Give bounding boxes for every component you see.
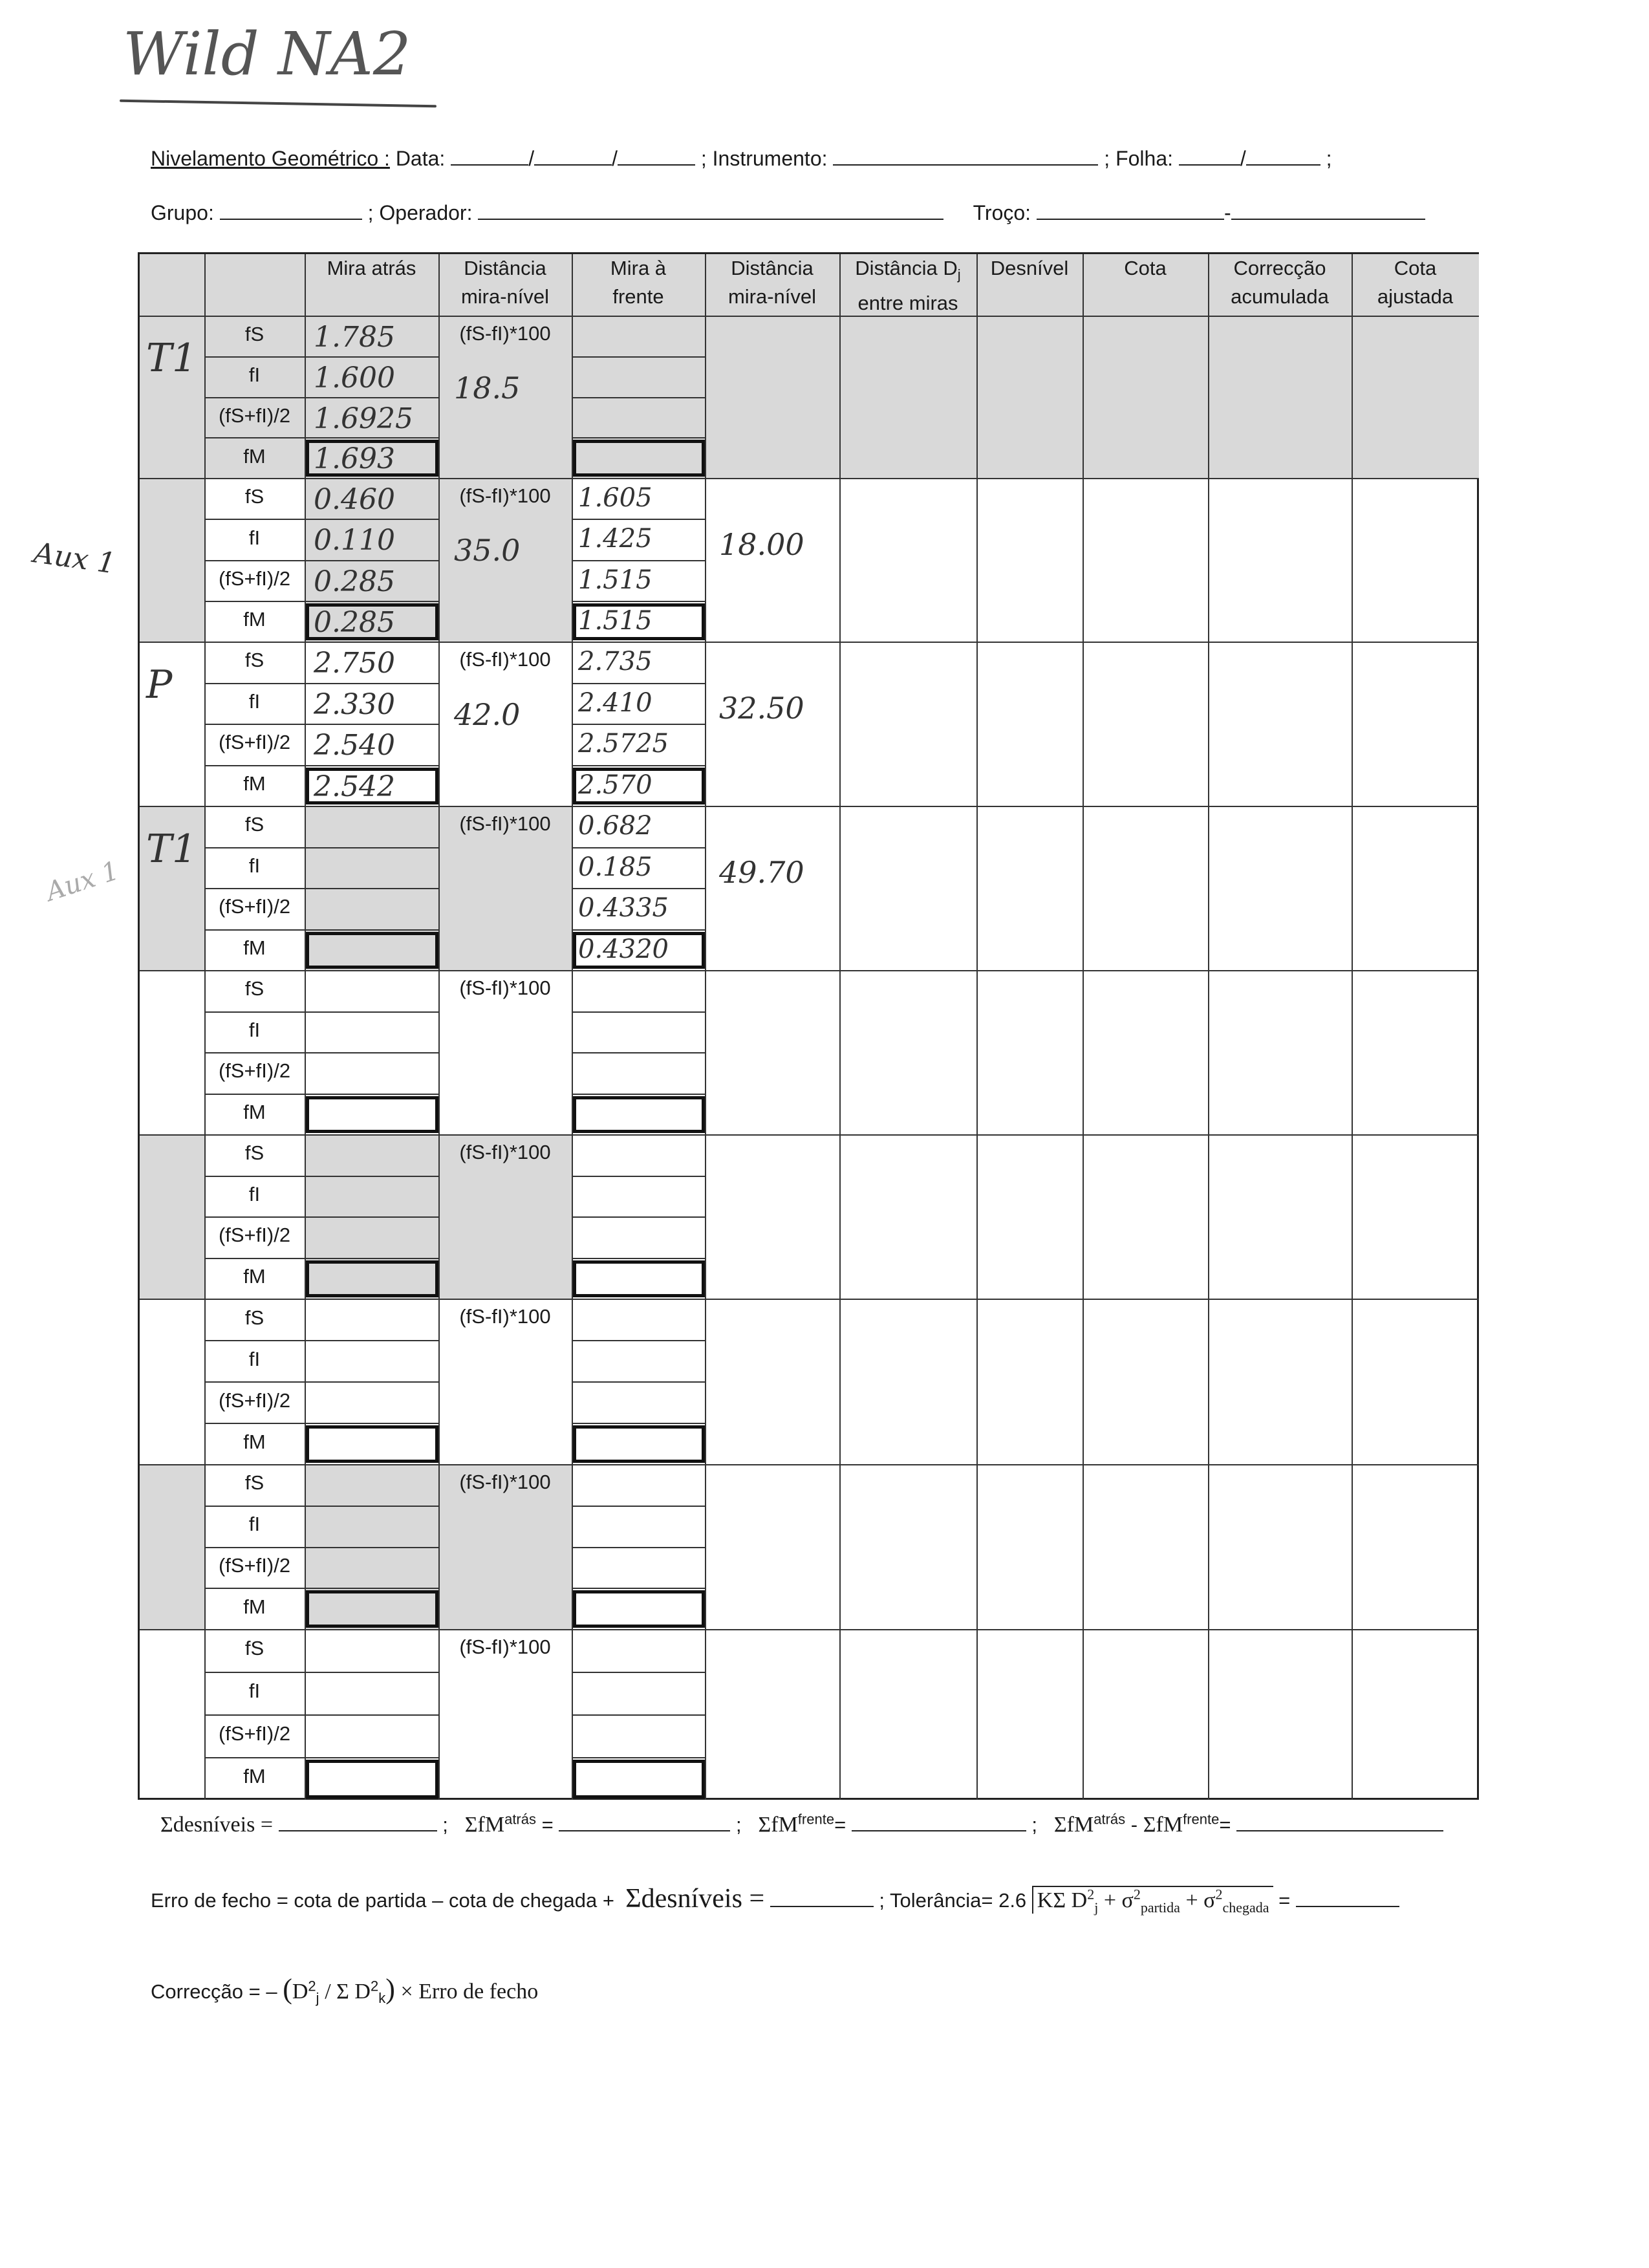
diff-a-label: ΣfM [1053, 1813, 1094, 1837]
erro-fecho-field[interactable] [770, 1886, 874, 1907]
header-correccao: Correcção acumulada [1231, 257, 1329, 308]
troco-label: Troço: [973, 201, 1031, 224]
sum-fm-atras-label: ΣfM [464, 1813, 505, 1837]
title-underline [120, 100, 436, 108]
frente-value: 1.605 [578, 483, 652, 513]
column-line [305, 254, 306, 1800]
sep-2: ; [735, 1813, 742, 1836]
row-label: fS [244, 977, 264, 1000]
row-label: fM [243, 1100, 266, 1123]
sum-fm-atras-field[interactable] [559, 1811, 730, 1831]
row-label: (fS+fI)/2 [218, 731, 291, 754]
block-shade-left [140, 478, 204, 642]
header-semicolon: ; [1326, 147, 1332, 170]
column-line [1208, 254, 1209, 1800]
fm-atras-box[interactable] [306, 1096, 438, 1134]
correccao-paren-close: ) [385, 1973, 395, 2005]
erro-fecho-line [151, 1883, 1399, 1916]
folha-total-field[interactable] [1246, 145, 1320, 166]
sum-desniveis-label: Σdesníveis = [160, 1813, 274, 1837]
row-label: fS [244, 1471, 264, 1495]
header-mira-atras: Mira atrás [327, 257, 416, 279]
side-note-aux1-faint: Aux 1 [42, 856, 123, 907]
row-label: fS [244, 485, 264, 508]
correccao-sq-1: 2 [308, 1978, 316, 1994]
row-rule [572, 1216, 705, 1218]
sum-fm-frente-sup: frente [797, 1811, 835, 1828]
fm-frente-box[interactable] [573, 1590, 705, 1628]
correccao-label: Correcção = – [151, 1980, 277, 2003]
header-line-2 [151, 199, 1425, 225]
row-label: (fS+fI)/2 [218, 1553, 291, 1577]
correccao-sq-2: 2 [370, 1978, 379, 1994]
row-rule [572, 1011, 705, 1013]
station-label: T1 [146, 336, 197, 382]
correccao-d: D [292, 1980, 308, 2003]
row-label: fI [248, 854, 261, 877]
sep-3: ; [1031, 1813, 1038, 1836]
atras-value: 2.540 [314, 729, 395, 762]
frente-value: 1.515 [578, 605, 652, 636]
header-desnivel: Desnível [990, 257, 1069, 279]
correccao-tail: × Erro de fecho [400, 1980, 539, 2003]
header-line-1 [151, 145, 1332, 171]
distance-formula: (fS-fI)*100 [459, 484, 551, 507]
row-label: fI [248, 1679, 261, 1702]
eq-3: = [1219, 1813, 1231, 1836]
row-label: fS [244, 813, 264, 836]
row-label: fM [243, 1264, 266, 1288]
row-label: (fS+fI)/2 [218, 895, 291, 918]
grupo-label: Grupo: [151, 201, 214, 224]
folha-slash: / [1240, 147, 1246, 170]
correccao-k: k [378, 1990, 386, 2007]
row-rule [572, 1757, 705, 1758]
date-month-field[interactable] [534, 145, 612, 166]
fm-frente-box[interactable] [573, 1096, 705, 1134]
fm-atras-box[interactable] [306, 1425, 438, 1463]
troco-dash: - [1223, 201, 1231, 224]
troco-start-field[interactable] [1037, 199, 1224, 220]
date-slash-1: / [528, 147, 535, 170]
row-label: (fS+fI)/2 [218, 404, 291, 427]
row-rule [572, 1672, 705, 1673]
folha-label: ; Folha: [1104, 147, 1173, 170]
sum-fm-frente-field[interactable] [852, 1811, 1026, 1831]
column-line [839, 254, 841, 1800]
row-rule [572, 1506, 705, 1507]
row-label: fM [243, 936, 266, 959]
eq-1: = [541, 1813, 554, 1836]
eq-2: = [834, 1813, 846, 1836]
diff-b-label: ΣfM [1143, 1813, 1183, 1837]
distance-formula: (fS-fI)*100 [459, 1471, 551, 1493]
frente-value: 0.4320 [578, 934, 669, 964]
diff-minus: - [1130, 1813, 1138, 1836]
handwritten-instrument-title: Wild NA2 [123, 19, 411, 89]
tolerancia-sqrt: KΣ $D^2_j + \sigma^2_{partida} + \sigma^2_{chegada}$ [1032, 1886, 1273, 1914]
tolerancia-label: ; Tolerância= 2.6 [879, 1889, 1027, 1912]
frente-value: 2.410 [578, 687, 652, 718]
frente-value: 2.570 [578, 770, 652, 800]
distance-formula: (fS-fI)*100 [459, 1636, 551, 1658]
date-slash-2: / [612, 147, 618, 170]
distance-formula: (fS-fI)*100 [459, 648, 551, 671]
folha-number-field[interactable] [1179, 145, 1240, 166]
data-label: Data: [395, 147, 446, 170]
frente-value: 0.682 [578, 811, 652, 841]
erro-fecho-label: Erro de fecho = cota de partida – cota de chegada + [151, 1889, 614, 1912]
atras-value: 2.750 [314, 647, 395, 680]
fm-frente-box[interactable] [573, 1760, 705, 1798]
sums-line [160, 1811, 1443, 1837]
frente-value: 2.5725 [578, 729, 669, 759]
block-rule [140, 1464, 1479, 1465]
fm-atras-box[interactable] [306, 1760, 438, 1798]
grupo-field[interactable] [220, 199, 362, 220]
frente-value: 2.735 [578, 647, 652, 676]
sum-desniveis-field[interactable] [279, 1811, 437, 1831]
frente-value: 1.515 [578, 565, 652, 595]
header-mira-frente: Mira à frente [610, 257, 667, 308]
row-label: fI [248, 1347, 261, 1370]
row-rule [572, 1176, 705, 1177]
correccao-over: / Σ D [325, 1980, 371, 2003]
correccao-paren-open: ( [283, 1973, 292, 2005]
fm-atras-box[interactable] [306, 1590, 438, 1628]
correccao-line [151, 1972, 538, 2007]
tolerancia-field[interactable] [1296, 1886, 1399, 1907]
dist-atras-value: 18.5 [454, 370, 521, 405]
atras-value: 0.460 [314, 483, 395, 516]
row-label: fI [248, 1018, 261, 1041]
dist-atras-value: 35.0 [454, 533, 521, 568]
date-year-field[interactable] [618, 145, 695, 166]
diff-a-sup: atrás [1094, 1811, 1126, 1828]
erro-sum-label: Σdesníveis = [625, 1884, 765, 1914]
block-shade-left [140, 1134, 204, 1299]
tol-eq: = [1278, 1889, 1291, 1912]
atras-value: 1.693 [314, 442, 395, 476]
row-label: fS [244, 1141, 264, 1165]
atras-value: 0.285 [314, 605, 395, 639]
row-label: fS [244, 1306, 264, 1329]
sep-1: ; [442, 1813, 448, 1836]
row-label: (fS+fI)/2 [218, 1388, 291, 1412]
row-label: fI [248, 526, 261, 549]
date-day-field[interactable] [451, 145, 528, 166]
row-label: fM [243, 772, 266, 795]
block-rule [140, 1629, 1479, 1630]
atras-value: 1.6925 [314, 402, 413, 435]
block-rule [140, 1299, 1479, 1300]
row-label: fS [244, 649, 264, 672]
instrumento-field[interactable] [833, 145, 1098, 166]
operador-label: ; Operador: [367, 201, 473, 224]
atras-value: 1.600 [314, 361, 395, 394]
fm-frente-box[interactable] [573, 1425, 705, 1463]
distance-formula: (fS-fI)*100 [459, 1305, 551, 1328]
row-label: fI [248, 1513, 261, 1536]
column-line [572, 254, 573, 1800]
frente-value: 0.4335 [578, 893, 669, 923]
atras-value: 0.285 [314, 565, 395, 598]
dist-atras-value: 42.0 [454, 697, 521, 732]
column-line [976, 254, 978, 1800]
header-cota-ajustada: Cota ajustada [1377, 257, 1454, 308]
row-rule [572, 1258, 705, 1259]
operador-field[interactable] [478, 199, 943, 220]
row-rule [572, 1588, 705, 1589]
header-cota: Cota [1124, 257, 1167, 279]
fm-atras-box[interactable] [306, 932, 438, 969]
station-label: P [146, 662, 173, 707]
row-label: fM [243, 1764, 266, 1787]
header-dist-frente: Distância mira-nível [727, 257, 817, 308]
block-shade-left [140, 1464, 204, 1629]
form-title: Nivelamento Geométrico : [151, 147, 390, 170]
column-line [1083, 254, 1084, 1800]
atras-value: 2.330 [314, 687, 395, 721]
column-line [705, 254, 706, 1800]
fm-frente-box[interactable] [573, 440, 705, 477]
row-rule [572, 1052, 705, 1053]
row-label: fI [248, 363, 261, 387]
block-rule [140, 970, 1479, 971]
frente-value: 1.425 [578, 524, 652, 554]
row-label: (fS+fI)/2 [218, 1059, 291, 1083]
row-rule [572, 1381, 705, 1383]
instrumento-label: ; Instrumento: [700, 147, 828, 170]
distance-formula: (fS-fI)*100 [459, 322, 551, 345]
row-label: fI [248, 689, 261, 713]
atras-value: 2.542 [314, 770, 395, 803]
row-rule [572, 356, 705, 358]
sum-fm-frente-label: ΣfM [758, 1813, 798, 1837]
row-label: fS [244, 323, 264, 346]
diff-b-sup: frente [1183, 1811, 1220, 1828]
side-note-aux1: Aux 1 [32, 536, 118, 581]
row-rule [572, 1340, 705, 1341]
row-rule [572, 397, 705, 398]
frente-value: 0.185 [578, 852, 652, 882]
header-dist-entre: Distância $D_j$ entre miras [855, 257, 961, 315]
header-dist-atras: Distância mira-nível [460, 257, 550, 308]
sum-fm-atras-sup: atrás [504, 1811, 536, 1828]
row-label: fM [243, 1430, 266, 1453]
diff-field[interactable] [1236, 1811, 1443, 1831]
atras-value: 0.110 [314, 524, 395, 557]
dist-frente-value: 18.00 [719, 526, 804, 562]
row-label: fM [243, 1595, 266, 1618]
row-label: fS [244, 1636, 264, 1659]
row-rule [572, 1547, 705, 1548]
row-label: fI [248, 1182, 261, 1205]
dist-frente-value: 49.70 [719, 855, 804, 891]
station-label: T1 [146, 826, 197, 872]
correccao-j: j [316, 1990, 319, 2007]
dist-frente-value: 32.50 [719, 691, 804, 726]
distance-formula: (fS-fI)*100 [459, 812, 551, 835]
distance-formula: (fS-fI)*100 [459, 1141, 551, 1163]
column-line [1352, 254, 1353, 1800]
row-rule [572, 1714, 705, 1716]
fm-atras-box[interactable] [306, 1260, 438, 1298]
block-rule [140, 1134, 1479, 1136]
row-label: (fS+fI)/2 [218, 1722, 291, 1745]
leveling-table [138, 252, 1479, 1800]
row-rule [572, 437, 705, 438]
row-label: (fS+fI)/2 [218, 1224, 291, 1247]
atras-value: 1.785 [314, 321, 395, 354]
row-label: fM [243, 444, 266, 468]
row-label: (fS+fI)/2 [218, 567, 291, 590]
fm-frente-box[interactable] [573, 1260, 705, 1298]
header-rule [140, 316, 1479, 317]
distance-formula: (fS-fI)*100 [459, 977, 551, 999]
troco-end-field[interactable] [1231, 199, 1425, 220]
row-rule [572, 1094, 705, 1095]
row-rule [572, 1423, 705, 1424]
row-label: fM [243, 608, 266, 631]
